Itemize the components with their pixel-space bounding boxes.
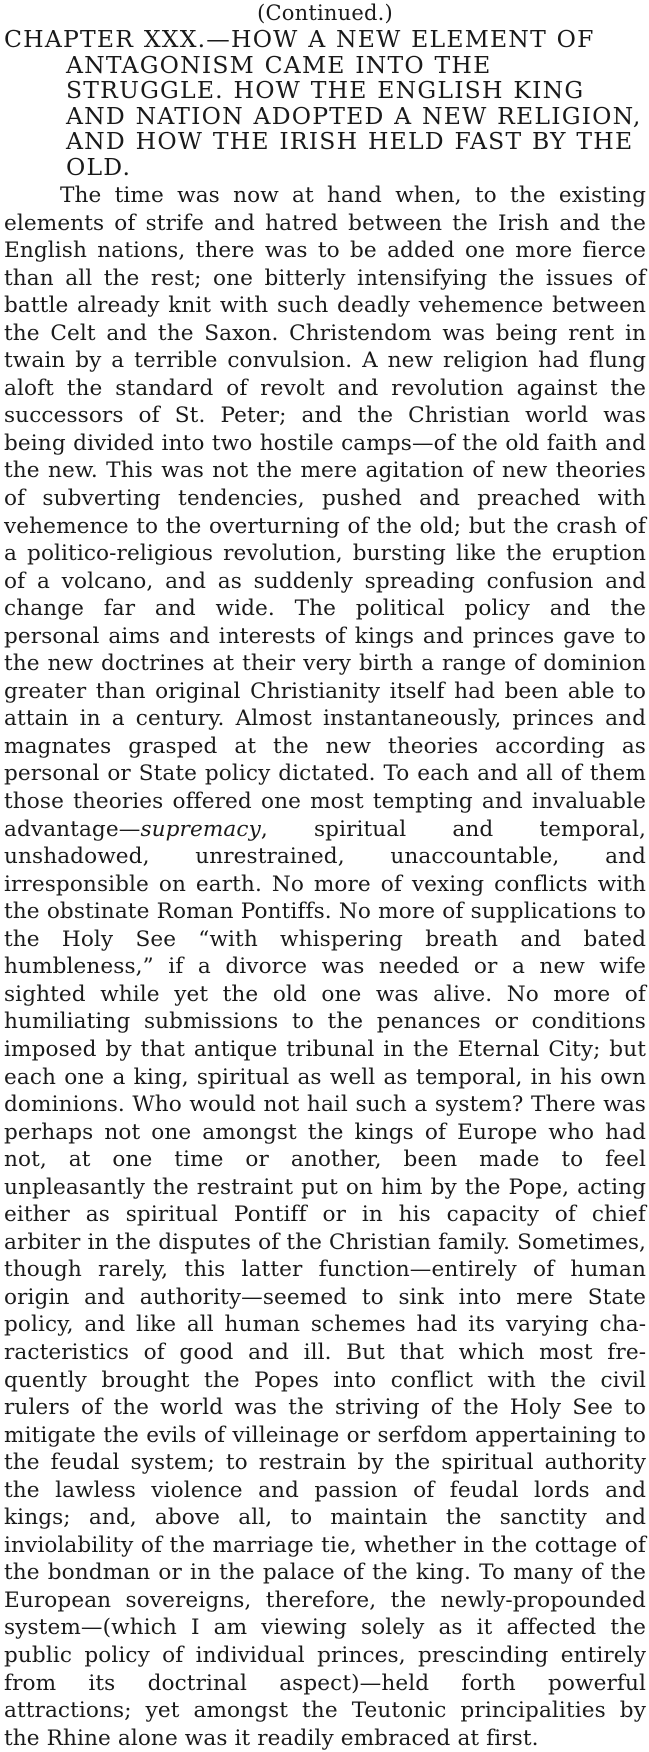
paragraph-text-part-1: The time was now at hand when, to the existing elements of strife and hatred between the Irish and the English nations, there was to be added one more fierce than all the rest; one bitterly intensifying the issues of battle already knit with such deadly vehemence between the Celt and the Saxon. Christendom was being rent in twain by a terrible convulsion. A new religion had flung aloft the standard of revolt and revolution against the successors of St. Peter; and the Christian world was being divided into two hostile camps—of the old faith and the new. This was not the mere agitation of new theories of subverting tendencies, pushed and preached with vehemence to the overturning of the old; but the crash of a politico-religious revolution, bursting like the eruption of a volcano, and as suddenly spreading confusion and change far and wide. The political policy and the personal aims and interests of kings and princes gave to the new doctrines at their very birth a range of dominion greater than original Christianity itself had been able to attain in a century. Almost instantaneously, princes and magnates grasped at the new theories according as personal or State policy dictated. To each and all of them those theories offered one most tempting and invaluable advantage— bbox=[4, 183, 646, 842]
body-paragraph bbox=[4, 182, 646, 1752]
continued-label: (Continued.) bbox=[257, 1, 393, 25]
paragraph-text-part-2: , spiritual and temporal, unshadowed, unrestrained, unaccountable, and irresponsible on earth. No more of vexing conflicts with the obstinate Roman Pontiffs. No more of supplications to the Holy See “with whispering breath and bated humbleness,” if a divorce was needed or a new wife sighted while yet the old one was alive. No more of humiliating submissions to the penances or conditions imposed by that antique tribunal in the Eternal City; but each one a king, spiritual as well as temporal, in his own dominions. Who would not hail such a system? There was perhaps not one amongst the kings of Europe who had not, at one time or another, been made to feel unpleasantly the restraint put on him by the Pope, acting either as spiritual Pontiff or in his capacity of chief arbiter in the disputes of the Christian family. Sometimes, though rarely, this latter function—entirely of human origin and authority—seemed to sink into mere State policy, and like all human schemes had its varying characteristics of good and ill. But that which most frequently brought the Popes into conflict with the civil rulers of the world was the striving of the Holy See to mitigate the evils of villeinage or serfdom appertaining to the feudal system; to restrain by the spiritual authority the lawless violence and passion of feudal lords and kings; and, above all, to maintain the sanctity and inviolability of the marriage tie, whether in the cottage of the bondman or in the palace of the king. To many of the European sovereigns, therefore, the newly-propounded system—(which I am viewing solely as it affected the public policy of individual princes, prescinding entirely from its doctrinal aspect)—held forth powerful attractions; yet amongst the Teutonic principalities by the Rhine alone was it readily embraced at first. bbox=[4, 816, 646, 1751]
emphasis-supremacy: supremacy bbox=[140, 816, 261, 842]
chapter-heading: CHAPTER XXX.—HOW A NEW ELEMENT OF ANTAGONISM CAME INTO THE STRUGGLE. HOW THE ENGLISH KING AND NATION ADOPTED A NEW RELIGION, AND HOW THE IRISH HELD FAST BY THE OLD. bbox=[4, 25, 642, 181]
document-page bbox=[4, 0, 646, 1752]
